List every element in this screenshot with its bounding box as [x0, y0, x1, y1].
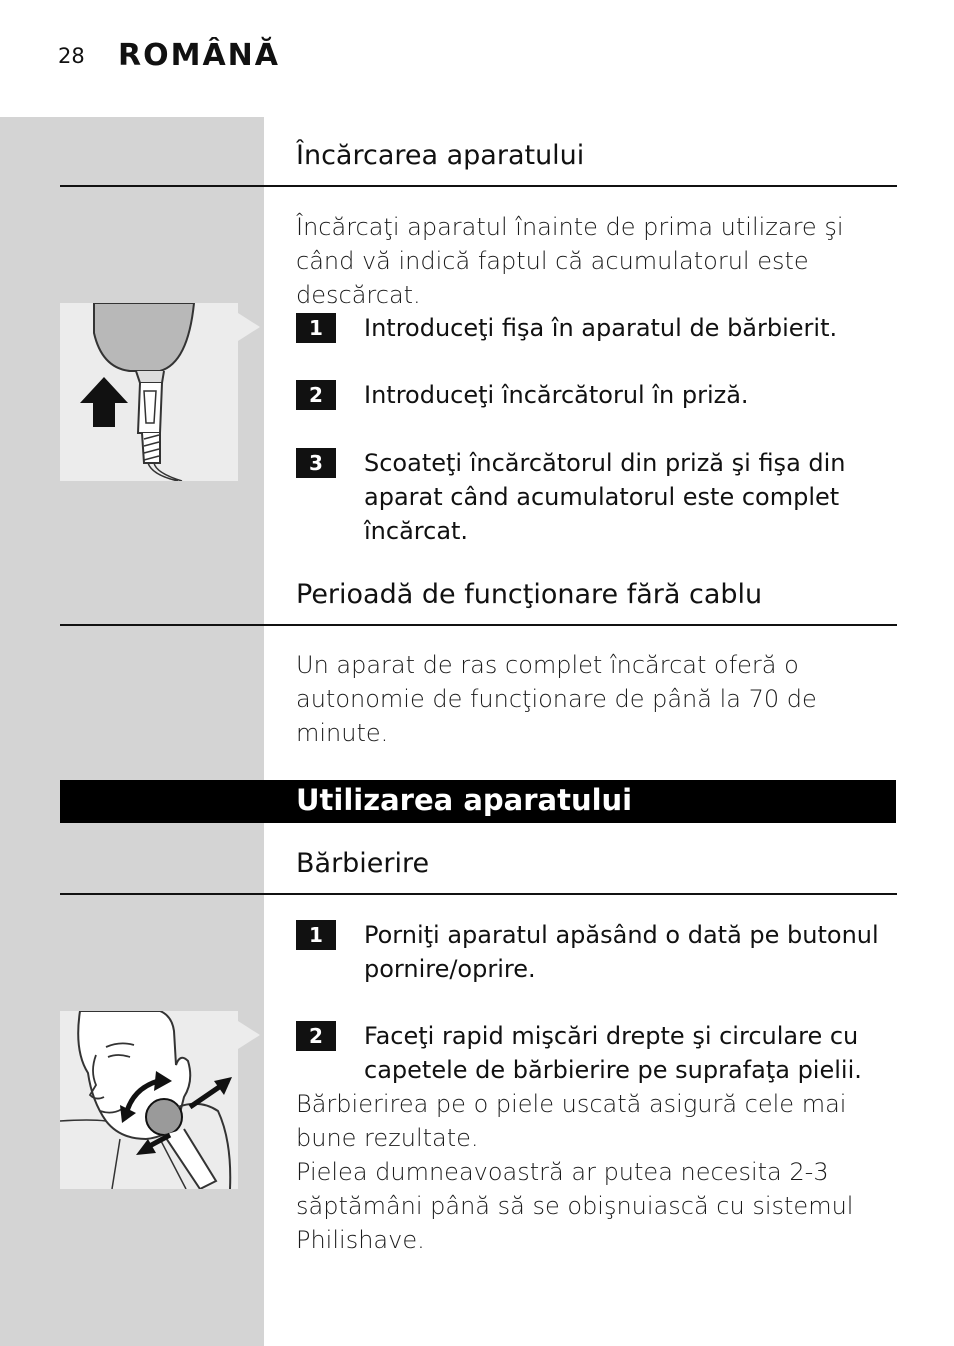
step-text: Scoateţi încărcătorul din priză şi fişa din aparat când acumulatorul este complet încărcat. [364, 449, 846, 545]
shaving-step-1 [296, 918, 896, 986]
rule-cordless [60, 624, 897, 626]
heading-shaving: Bărbierire [296, 848, 430, 879]
rule-charging [60, 185, 897, 187]
heading-charging: Încărcarea aparatului [296, 140, 585, 171]
step-number: 2 [296, 380, 336, 410]
step-number: 3 [296, 448, 336, 478]
illustration-charging [60, 303, 238, 481]
charging-step-3 [296, 446, 896, 548]
step-text: Introduceţi fişa în aparatul de bărbierit. [364, 314, 838, 342]
charging-intro: Încărcaţi aparatul înainte de prima utilizare şi când vă indică faptul că acumulatorul este descărcat. [296, 213, 844, 309]
language-title: ROMÂNĂ [118, 38, 280, 73]
illustration-shaving [60, 1011, 238, 1189]
illustration-pointer-shaving [238, 1021, 260, 1049]
step-text: Faceţi rapid mişcări drepte şi circulare cu capetele de bărbierire pe suprafaţa pielii. [364, 1022, 862, 1084]
step-number: 2 [296, 1021, 336, 1051]
section-banner [60, 780, 896, 823]
heading-using: Utilizarea aparatului [296, 783, 633, 817]
heading-cordless: Perioadă de funcţionare fără cablu [296, 579, 763, 610]
shaving-note-adapt: Pielea dumneavoastră ar putea necesita 2-3 săptămâni până să se obişnuiască cu sistemul Philishave. [296, 1158, 854, 1254]
step-number: 1 [296, 920, 336, 950]
step-number: 1 [296, 313, 336, 343]
rule-shaving [60, 893, 897, 895]
shaving-step-2 [296, 1019, 896, 1087]
cordless-text: Un aparat de ras complet încărcat oferă o autonomie de funcţionare de până la 70 de minute. [296, 651, 817, 747]
charging-step-1 [296, 311, 896, 345]
illustration-pointer-charging [238, 313, 260, 341]
step-text: Porniţi aparatul apăsând o dată pe butonul pornire/oprire. [364, 921, 879, 983]
page-number: 28 [58, 44, 85, 68]
charging-step-2 [296, 378, 896, 412]
shaving-note-dry: Bărbierirea pe o piele uscată asigură cele mai bune rezultate. [296, 1090, 847, 1152]
step-text: Introduceţi încărcătorul în priză. [364, 381, 749, 409]
